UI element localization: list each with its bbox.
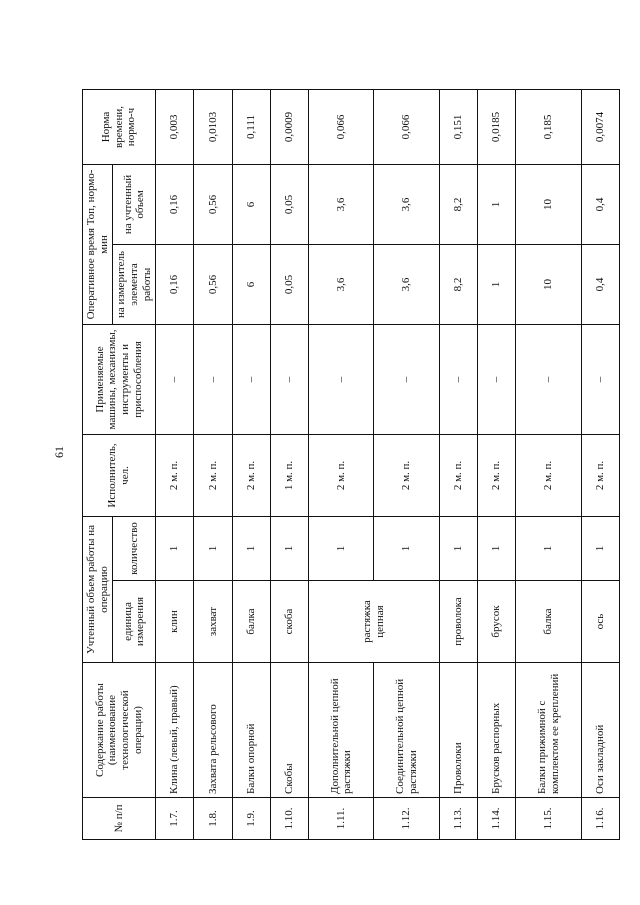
row-unit: балка — [516, 581, 582, 663]
row-executor: 2 м. п. — [308, 434, 374, 516]
table-row — [439, 89, 477, 839]
row-norm: 0,066 — [374, 89, 440, 164]
row-qty: 1 — [516, 516, 582, 580]
header-num: № п/п — [83, 798, 156, 840]
row-executor: 2 м. п. — [232, 434, 270, 516]
table-row — [478, 89, 516, 839]
row-per-volume: 3,6 — [374, 164, 440, 244]
header-executor: Исполнитель, чел. — [83, 434, 156, 516]
row-executor: 2 м. п. — [478, 434, 516, 516]
norms-table — [82, 89, 620, 840]
row-content: Проволоки — [439, 663, 477, 798]
row-qty: 1 — [308, 516, 374, 580]
row-unit: растяжка цепная — [308, 581, 439, 663]
row-num: 1.13. — [439, 798, 477, 840]
row-norm: 0,0074 — [581, 89, 619, 164]
row-norm: 0,0103 — [194, 89, 232, 164]
row-machines: – — [156, 324, 194, 434]
table-row — [194, 89, 232, 839]
row-content: Балки опорной — [232, 663, 270, 798]
table-row — [156, 89, 194, 839]
header-optime: Оперативное время Топ, нормо-мин — [83, 164, 113, 324]
table-row — [232, 89, 270, 839]
row-unit: балка — [232, 581, 270, 663]
header-norm: Норма времени, нормо-ч — [83, 89, 156, 164]
row-per-volume: 0,56 — [194, 164, 232, 244]
row-content: Клина (левый, правый) — [156, 663, 194, 798]
row-per-volume: 0,4 — [581, 164, 619, 244]
row-executor: 2 м. п. — [516, 434, 582, 516]
header-per-meter: на измеритель элемента работы — [113, 244, 156, 324]
row-content: Оси закладной — [581, 663, 619, 798]
row-per-meter: 10 — [516, 244, 582, 324]
header-content: Содержание работы (наименование технологической операции) — [83, 663, 156, 798]
row-qty: 1 — [478, 516, 516, 580]
header-per-volume: на учтенный объем — [113, 164, 156, 244]
row-executor: 2 м. п. — [581, 434, 619, 516]
row-num: 1.14. — [478, 798, 516, 840]
row-machines: – — [232, 324, 270, 434]
row-unit: ось — [581, 581, 619, 663]
row-norm: 0,066 — [308, 89, 374, 164]
row-machines: – — [270, 324, 308, 434]
row-per-volume: 8,2 — [439, 164, 477, 244]
row-num: 1.10. — [270, 798, 308, 840]
header-unit: единица измерения — [113, 581, 156, 663]
table-row — [516, 89, 582, 839]
row-content: Захвата рельсового — [194, 663, 232, 798]
header-volume: Учтенный объем работы на операцию — [83, 516, 113, 662]
row-per-meter: 3,6 — [308, 244, 374, 324]
row-machines: – — [194, 324, 232, 434]
row-qty: 1 — [270, 516, 308, 580]
row-qty: 1 — [194, 516, 232, 580]
row-qty: 1 — [156, 516, 194, 580]
row-num: 1.7. — [156, 798, 194, 840]
row-machines: – — [439, 324, 477, 434]
row-qty: 1 — [581, 516, 619, 580]
row-num: 1.9. — [232, 798, 270, 840]
row-per-volume: 6 — [232, 164, 270, 244]
row-machines: – — [581, 324, 619, 434]
row-num: 1.16. — [581, 798, 619, 840]
row-num: 1.12. — [374, 798, 440, 840]
row-per-meter: 0,4 — [581, 244, 619, 324]
row-qty: 1 — [374, 516, 440, 580]
row-content: Соединительной цепной растяжки — [374, 663, 440, 798]
row-content: Балки прижимной с комплектом ее креплений — [516, 663, 582, 798]
row-norm: 0,0009 — [270, 89, 308, 164]
row-per-meter: 0,56 — [194, 244, 232, 324]
row-per-meter: 0,16 — [156, 244, 194, 324]
row-machines: – — [308, 324, 374, 434]
row-machines: – — [516, 324, 582, 434]
row-num: 1.8. — [194, 798, 232, 840]
row-content: Брусков распорных — [478, 663, 516, 798]
row-unit: клин — [156, 581, 194, 663]
row-qty: 1 — [232, 516, 270, 580]
row-executor: 2 м. п. — [374, 434, 440, 516]
row-unit: захват — [194, 581, 232, 663]
row-per-meter: 1 — [478, 244, 516, 324]
header-machines: Применяемые машины, механизмы, инструменты и приспособления — [83, 324, 156, 434]
row-content: Дополнительной цепной растяжки — [308, 663, 374, 798]
table-row — [270, 89, 308, 839]
page-number: 61 — [52, 446, 66, 458]
row-norm: 0,151 — [439, 89, 477, 164]
row-norm: 0,0185 — [478, 89, 516, 164]
row-per-meter: 8,2 — [439, 244, 477, 324]
table-row — [374, 89, 440, 839]
row-unit: проволока — [439, 581, 477, 663]
row-norm: 0,003 — [156, 89, 194, 164]
row-num: 1.11. — [308, 798, 374, 840]
row-norm: 0,111 — [232, 89, 270, 164]
row-executor: 2 м. п. — [156, 434, 194, 516]
row-unit: брусок — [478, 581, 516, 663]
row-per-meter: 6 — [232, 244, 270, 324]
row-per-volume: 10 — [516, 164, 582, 244]
table-row — [308, 89, 374, 839]
row-per-volume: 3,6 — [308, 164, 374, 244]
row-unit: скоба — [270, 581, 308, 663]
row-content: Скобы — [270, 663, 308, 798]
row-per-volume: 0,05 — [270, 164, 308, 244]
row-machines: – — [374, 324, 440, 434]
row-machines: – — [478, 324, 516, 434]
row-per-volume: 0,16 — [156, 164, 194, 244]
table-row — [581, 89, 619, 839]
row-per-meter: 0,05 — [270, 244, 308, 324]
header-qty: количество — [113, 516, 156, 580]
row-num: 1.15. — [516, 798, 582, 840]
row-executor: 2 м. п. — [439, 434, 477, 516]
row-per-meter: 3,6 — [374, 244, 440, 324]
norms-table-container — [82, 90, 620, 840]
row-executor: 1 м. п. — [270, 434, 308, 516]
row-norm: 0,185 — [516, 89, 582, 164]
row-executor: 2 м. п. — [194, 434, 232, 516]
row-qty: 1 — [439, 516, 477, 580]
row-per-volume: 1 — [478, 164, 516, 244]
